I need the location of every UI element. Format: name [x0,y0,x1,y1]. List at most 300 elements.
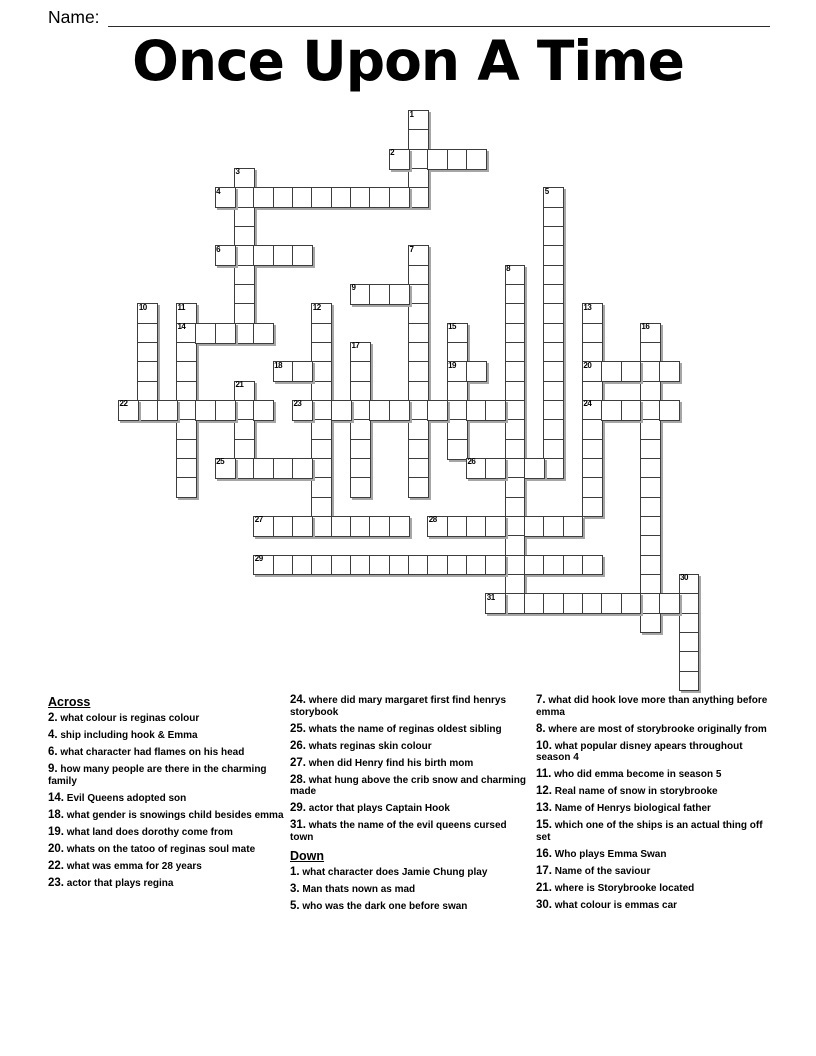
grid-cell [331,400,352,421]
cell-number: 28 [428,515,437,525]
grid-cell [485,516,506,537]
grid-cell [311,477,332,498]
grid-cell [369,516,390,537]
clue-section [0,695,816,975]
clue-number: 24. [290,694,306,706]
grid-cell [505,303,526,324]
clue-column-1 [48,695,288,895]
grid-cell [640,361,661,382]
grid-cell [447,516,468,537]
grid-cell [253,323,274,344]
grid-cell [505,555,526,576]
clue-23: 23. actor that plays regina [48,876,174,889]
grid-cell [350,555,371,576]
grid-cell [466,400,487,421]
cell-number: 5 [544,186,549,196]
grid-cell [215,245,236,266]
name-label: Name: [48,7,100,27]
grid-cell [369,555,390,576]
grid-cell [447,555,468,576]
grid-cell [292,187,313,208]
clue-number: 15. [536,819,552,831]
grid-cell [292,458,313,479]
grid-cell [582,419,603,440]
grid-cell [215,323,236,344]
clue-number: 19. [48,825,64,838]
clue-header-down: Down [290,848,325,863]
grid-cell [273,458,294,479]
grid-cell [601,361,622,382]
grid-cell [447,381,468,402]
grid-cell [543,245,564,266]
grid-cell [679,671,700,692]
grid-cell [350,187,371,208]
name-row [48,7,770,27]
cell-number: 13 [583,302,592,312]
grid-cell [543,303,564,324]
grid-cell [582,555,603,576]
cell-number: 17 [351,341,360,351]
grid-cell [137,381,158,402]
grid-cell [505,323,526,344]
grid-cell [582,361,603,382]
grid-cell [350,381,371,402]
clue-number: 27. [290,756,306,769]
grid-cell [679,593,700,614]
cell-number: 24 [583,399,592,409]
grid-cell [485,593,506,614]
grid-cell [292,245,313,266]
grid-cell [505,439,526,460]
grid-cell [311,361,332,382]
grid-cell [427,555,448,576]
grid-cell [640,613,661,634]
clue-15: 15. which one of the ships is an actual thing off set [536,819,763,843]
clue-number: 12. [536,785,552,797]
grid-cell [408,439,429,460]
clue-20: 20. whats on the tatoo of reginas soul mate [48,842,256,855]
grid-cell [273,516,294,537]
grid-cell [273,187,294,208]
grid-cell [176,303,197,324]
grid-cell [466,458,487,479]
grid-cell [447,149,468,170]
clue-10: 10. what popular disney apears throughout season 4 [536,739,743,763]
grid-cell [408,555,429,576]
grid-cell [176,419,197,440]
clue-number: 21. [536,881,552,894]
grid-cell [543,284,564,305]
name-blank-line [108,7,770,27]
grid-cell [369,187,390,208]
grid-cell [447,439,468,460]
grid-cell [408,129,429,150]
clue-number: 16. [536,847,552,860]
grid-cell [505,361,526,382]
grid-cell [234,245,255,266]
grid-cell [234,419,255,440]
grid-cell [157,400,178,421]
grid-cell [311,187,332,208]
grid-cell [640,381,661,402]
grid-cell [427,149,448,170]
cell-number: 3 [235,167,240,177]
grid-cell [292,555,313,576]
cell-number: 4 [216,186,221,196]
grid-cell [505,593,526,614]
clue-9: 9. how many people are there in the charming family [48,763,267,787]
grid-cell [389,516,410,537]
grid-cell [485,458,506,479]
grid-cell [408,361,429,382]
clue-11: 11. who did emma become in season 5 [536,768,722,780]
page-title: Once Upon A Time [132,29,684,93]
cell-number: 19 [448,360,457,370]
clue-number: 23. [48,876,64,889]
grid-cell [331,516,352,537]
grid-cell [601,593,622,614]
cell-number: 1 [409,109,414,119]
clue-17: 17. Name of the saviour [536,864,651,877]
clue-number: 13. [536,802,552,814]
grid-cell [679,632,700,653]
clue-number: 29. [290,802,306,814]
grid-cell [137,400,158,421]
grid-cell [253,400,274,421]
grid-cell [408,477,429,498]
cell-number: 2 [390,148,395,158]
clue-22: 22. what was emma for 28 years [48,859,202,872]
grid-cell [137,323,158,344]
clue-25: 25. whats the name of reginas oldest sibling [290,722,502,735]
cell-number: 25 [216,457,225,467]
grid-cell [408,323,429,344]
grid-cell [311,458,332,479]
clue-28: 28. what hung above the crib snow and charming made [290,773,527,797]
grid-cell [234,187,255,208]
grid-cell [679,613,700,634]
grid-cell [311,555,332,576]
grid-cell [311,381,332,402]
grid-cell [292,361,313,382]
grid-cell [234,439,255,460]
grid-cell [350,284,371,305]
clue-8: 8. where are most of storybrooke originally from [536,722,767,735]
grid-cell [176,458,197,479]
grid-cell [350,439,371,460]
clue-29: 29. actor that plays Captain Hook [290,802,450,814]
grid-cell [505,342,526,363]
grid-cell [350,516,371,537]
grid-cell [505,284,526,305]
grid-cell [234,226,255,247]
grid-cell [524,458,545,479]
grid-cell [350,458,371,479]
grid-cell [621,361,642,382]
grid-cell [621,593,642,614]
grid-cell [292,516,313,537]
grid-cell [543,593,564,614]
grid-cell [447,400,468,421]
grid-cell [466,149,487,170]
grid-cell [176,381,197,402]
grid-cell [582,593,603,614]
grid-cell [350,477,371,498]
clue-number: 20. [48,842,64,855]
grid-cell [408,400,429,421]
clue-number: 5. [290,899,300,912]
grid-cell [640,516,661,537]
cell-number: 8 [506,264,511,274]
grid-cell [524,593,545,614]
grid-cell [524,555,545,576]
grid-cell [582,342,603,363]
grid-cell [176,361,197,382]
grid-cell [234,323,255,344]
clue-number: 8. [536,722,546,735]
grid-cell [505,265,526,286]
grid-cell [253,555,274,576]
grid-cell [176,477,197,498]
grid-cell [408,110,429,131]
clue-5: 5. who was the dark one before swan [290,899,468,912]
clue-number: 7. [536,694,546,706]
grid-cell [505,381,526,402]
grid-cell [640,574,661,595]
clue-number: 3. [290,882,300,895]
cell-number: 11 [177,302,185,312]
grid-cell [640,419,661,440]
grid-cell [408,149,429,170]
clue-14: 14. Evil Queens adopted son [48,791,187,804]
grid-cell [543,207,564,228]
grid-cell [331,187,352,208]
clue-7: 7. what did hook love more than anything before emma [536,694,768,718]
grid-cell [389,555,410,576]
grid-cell [273,555,294,576]
grid-cell [447,342,468,363]
cell-number: 10 [138,302,147,312]
grid-cell [176,400,197,421]
cell-number: 6 [216,244,221,254]
clue-3: 3. Man thats nown as mad [290,882,416,895]
grid-cell [311,303,332,324]
grid-cell [253,245,274,266]
grid-cell [447,419,468,440]
crossword-grid [118,110,699,691]
clue-number: 22. [48,859,64,872]
grid-cell [137,303,158,324]
grid-cell [408,303,429,324]
grid-cell [253,458,274,479]
grid-cell [350,361,371,382]
grid-cell [601,400,622,421]
grid-cell [505,400,526,421]
grid-cell [582,439,603,460]
grid-cell [331,555,352,576]
grid-cell [466,555,487,576]
grid-cell [215,187,236,208]
clue-number: 14. [48,791,64,804]
grid-cell [679,574,700,595]
grid-cell [118,400,139,421]
grid-cell [311,342,332,363]
grid-cell [505,419,526,440]
cell-number: 31 [486,592,495,602]
grid-cell [505,497,526,518]
grid-cell [659,361,680,382]
grid-cell [659,593,680,614]
grid-cell [543,439,564,460]
grid-cell [543,226,564,247]
clue-26: 26. whats reginas skin colour [290,739,432,752]
grid-cell [408,265,429,286]
grid-cell [640,477,661,498]
grid-cell [582,381,603,402]
grid-cell [195,400,216,421]
grid-cell [176,323,197,344]
grid-cell [234,400,255,421]
cell-number: 27 [254,515,263,525]
grid-cell [563,516,584,537]
grid-cell [524,516,545,537]
grid-cell [582,497,603,518]
grid-cell [234,207,255,228]
grid-cell [621,400,642,421]
grid-cell [640,535,661,556]
clue-header-across: Across [48,695,91,709]
clue-number: 26. [290,739,306,752]
grid-cell [273,361,294,382]
grid-cell [253,516,274,537]
grid-cell [679,651,700,672]
grid-cell [466,361,487,382]
clue-number: 11. [536,768,552,780]
grid-cell [408,168,429,189]
grid-cell [640,555,661,576]
clue-30: 30. what colour is emmas car [536,898,678,911]
grid-cell [543,265,564,286]
grid-cell [543,458,564,479]
grid-cell [640,439,661,460]
grid-cell [505,458,526,479]
grid-cell [543,361,564,382]
grid-cell [389,284,410,305]
cell-number: 30 [680,573,688,583]
grid-cell [485,555,506,576]
clue-number: 6. [48,746,58,758]
grid-cell [273,245,294,266]
grid-cell [234,265,255,286]
grid-cell [176,439,197,460]
cell-number: 20 [583,360,592,370]
cell-number: 7 [409,244,414,254]
grid-cell [389,187,410,208]
cell-number: 18 [274,360,283,370]
clue-number: 2. [48,712,58,724]
grid-cell [505,516,526,537]
grid-cell [311,323,332,344]
grid-cell [234,381,255,402]
grid-cell [640,593,661,614]
grid-cell [137,361,158,382]
grid-cell [408,187,429,208]
grid-cell [389,400,410,421]
grid-cell [408,284,429,305]
grid-cell [582,323,603,344]
grid-cell [640,458,661,479]
clue-number: 18. [48,808,64,821]
grid-cell [582,303,603,324]
cell-number: 29 [254,554,263,564]
grid-cell [350,342,371,363]
grid-cell [447,361,468,382]
cell-number: 12 [312,302,321,312]
grid-cell [292,400,313,421]
grid-cell [640,323,661,344]
clue-number: 9. [48,763,58,775]
grid-cell [543,400,564,421]
grid-cell [369,400,390,421]
cell-number: 26 [467,457,476,467]
grid-cell [640,400,661,421]
grid-cell [408,419,429,440]
grid-cell [543,187,564,208]
clue-6: 6. what character had flames on his head [48,746,245,758]
grid-cell [350,400,371,421]
grid-cell [311,400,332,421]
grid-cell [311,419,332,440]
grid-cell [427,516,448,537]
grid-cell [137,342,158,363]
clue-number: 17. [536,864,552,877]
grid-cell [505,477,526,498]
cell-number: 16 [641,322,650,332]
grid-cell [543,323,564,344]
grid-cell [195,323,216,344]
cell-number: 15 [448,322,457,332]
grid-cell [369,284,390,305]
clue-18: 18. what gender is snowings child besides emma [48,808,284,821]
grid-cell [234,284,255,305]
clue-1: 1. what character does Jamie Chung play [290,865,488,878]
grid-cell [563,555,584,576]
grid-cell [485,400,506,421]
grid-cell [389,149,410,170]
clue-16: 16. Who plays Emma Swan [536,847,667,860]
clue-number: 4. [48,729,58,741]
grid-cell [253,187,274,208]
grid-cell [543,516,564,537]
grid-cell [408,458,429,479]
grid-cell [408,342,429,363]
grid-cell [543,555,564,576]
grid-cell [466,516,487,537]
grid-cell [408,245,429,266]
cell-number: 9 [351,283,356,293]
grid-cell [176,342,197,363]
grid-cell [447,323,468,344]
grid-cell [563,593,584,614]
cell-number: 21 [235,380,244,390]
grid-cell [234,458,255,479]
grid-cell [350,419,371,440]
clue-12: 12. Real name of snow in storybrooke [536,785,718,797]
grid-cell [505,574,526,595]
clue-19: 19. what land does dorothy come from [48,825,233,838]
grid-cell [311,497,332,518]
grid-cell [234,168,255,189]
